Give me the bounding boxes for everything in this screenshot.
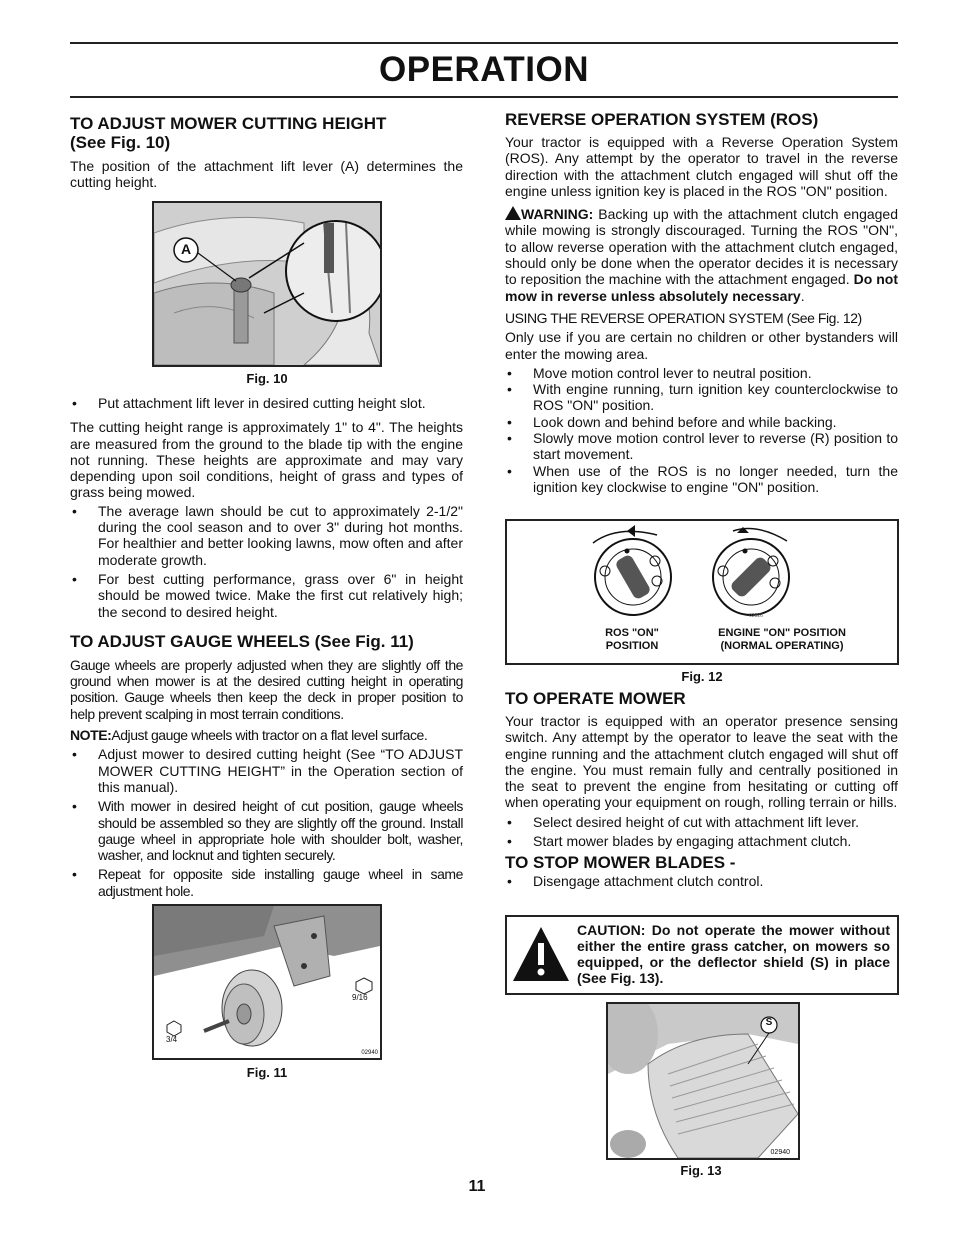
figure-10 bbox=[152, 201, 382, 367]
page-number: 11 bbox=[468, 1178, 486, 1195]
figure-13 bbox=[606, 1002, 800, 1160]
stop-blades-heading: TO STOP MOWER BLADES - bbox=[505, 853, 736, 873]
figure-12 bbox=[505, 519, 899, 665]
caution-box bbox=[505, 915, 899, 995]
list-item: • Slowly move motion control lever to reverse (R) position to start movement. bbox=[505, 430, 898, 463]
operate-mower-heading: TO OPERATE MOWER bbox=[505, 689, 686, 708]
right-column bbox=[505, 110, 898, 495]
gauge-wheels-paragraph: Gauge wheels are properly adjusted when they are slightly off the ground when mower is at the desired cutting height in operating position. Gauge wheels then keep the deck in proper position to help prevent scalping in most terrain conditions. bbox=[70, 656, 463, 722]
list-item: • With mower in desired height of cut position, gauge wheels should be assembled so they are slightly off the ground. Install gauge wheel in appropriate hole with shoulder bolt, washer, washer, and locknut and tighten securely. bbox=[70, 798, 463, 863]
ros-on-switch bbox=[593, 525, 671, 615]
top-rule bbox=[70, 42, 898, 44]
gauge-wheels-heading: TO ADJUST GAUGE WHEELS (See Fig. 11) bbox=[70, 631, 414, 651]
figure-11 bbox=[152, 904, 382, 1060]
caution-icon bbox=[511, 925, 571, 985]
ros-warning: WARNING: Backing up with the attachment clutch engaged while mowing is strongly discouraged. Turning the ROS "ON", to allow reverse operation with the attachment clutch engaged, should only be done when the operator decides it is necessary to reposition the machine with the attachment engaged. Do not mow in reverse unless absolutely necessary. bbox=[505, 206, 899, 304]
left-column bbox=[70, 114, 463, 191]
fig-11-caption: Fig. 11 bbox=[246, 1065, 288, 1080]
list-item: • Start mower blades by engaging attachment clutch. bbox=[505, 833, 898, 849]
cut-height-range-paragraph: The cutting height range is approximately 1" to 4". The heights are measured from the ground to the blade tip with the engine not running. These heights are approximate and may vary depending upon soil conditions, height of grass and types of grass being mowed. bbox=[70, 419, 463, 501]
title-rule bbox=[70, 96, 898, 98]
wrench-size-916: 9/16 bbox=[352, 993, 368, 1002]
warning-text: Backing up with the attachment clutch engaged while mowing is strongly discouraged. Turning the ROS "ON", to allow reverse operation with the attachment clutch engaged, should only be done when the operator decides it is necessary to reposition the machine with the attachment engaged. bbox=[505, 206, 899, 288]
list-item: • Select desired height of cut with attachment lift lever. bbox=[505, 814, 898, 830]
callout-a-label: A bbox=[180, 241, 192, 257]
engine-on-label bbox=[697, 627, 867, 653]
page-title: OPERATION bbox=[379, 50, 589, 89]
fig-11-code: 02940 bbox=[361, 1050, 378, 1056]
right-column-lower bbox=[505, 689, 898, 890]
lift-lever-illustration bbox=[154, 203, 380, 365]
engine-on-label-line2: (NORMAL OPERATING) bbox=[720, 640, 844, 652]
list-item: • Move motion control lever to neutral position. bbox=[505, 365, 898, 381]
callout-s-label: S bbox=[765, 1017, 773, 1028]
ros-on-label-line1: ROS "ON" bbox=[605, 627, 659, 639]
ros-on-label bbox=[587, 627, 677, 653]
ros-on-label-line2: POSITION bbox=[605, 640, 659, 652]
using-ros-heading: USING THE REVERSE OPERATION SYSTEM (See Fig. 12) bbox=[505, 309, 862, 326]
left-column-lower bbox=[70, 395, 463, 899]
cut-height-heading-line2: (See Fig. 10) bbox=[70, 133, 171, 152]
list-item: • The average lawn should be cut to approximately 2-1/2" during the cool season and to over 3" during hot months. For healthier and better looking lawns, mow often and after moderate growth. bbox=[70, 503, 463, 568]
fig-13-code: 02940 bbox=[770, 1149, 790, 1156]
note-label: NOTE: bbox=[70, 727, 112, 744]
cut-height-heading bbox=[70, 114, 463, 152]
fig-12-caption: Fig. 12 bbox=[681, 669, 723, 684]
ros-heading: REVERSE OPERATION SYSTEM (ROS) bbox=[505, 110, 819, 129]
note-text: Adjust gauge wheels with tractor on a flat level surface. bbox=[111, 727, 428, 744]
warning-label: WARNING: bbox=[521, 206, 594, 223]
ros-paragraph: Your tractor is equipped with a Reverse Operation System (ROS). Any attempt by the operator to travel in the reverse direction with the attachment clutch engaged will shut off the engine unless ignition key is placed in the ROS "ON" position. bbox=[505, 134, 898, 199]
list-item: • Look down and behind before and while backing. bbox=[505, 414, 898, 430]
fig-10-caption: Fig. 10 bbox=[246, 371, 288, 386]
gauge-wheel-illustration bbox=[154, 906, 380, 1058]
cut-height-heading-line1: TO ADJUST MOWER CUTTING HEIGHT bbox=[70, 114, 387, 133]
only-use-paragraph: Only use if you are certain no children or other bystanders will enter the mowing area. bbox=[505, 329, 898, 362]
list-item: • For best cutting performance, grass over 6" in height should be mowed twice. Make the first cut relatively high; the second to desired height. bbox=[70, 571, 463, 620]
engine-on-switch bbox=[713, 527, 789, 615]
engine-on-label-line1: ENGINE "ON" POSITION bbox=[718, 627, 846, 639]
list-item: • Disengage attachment clutch control. bbox=[505, 873, 898, 889]
cut-height-intro: The position of the attachment lift lever (A) determines the cutting height. bbox=[70, 158, 463, 191]
warning-emphasis: Do not mow in reverse unless absolutely necessary bbox=[505, 271, 898, 304]
list-item: • Repeat for opposite side installing gauge wheel in same adjustment hole. bbox=[70, 866, 463, 899]
list-item: • When use of the ROS is no longer needed, turn the ignition key clockwise to engine "ON" position. bbox=[505, 463, 898, 496]
caution-text: CAUTION: Do not operate the mower without either the entire grass catcher, on mowers so equipped, or the deflector shield (S) in place (See Fig. 13). bbox=[577, 922, 890, 986]
list-item: • With engine running, turn ignition key counterclockwise to ROS "ON" position. bbox=[505, 381, 898, 414]
wrench-size-34: 3/4 bbox=[166, 1035, 178, 1044]
gauge-note bbox=[70, 727, 463, 743]
fig-13-caption: Fig. 13 bbox=[680, 1163, 722, 1178]
warning-icon bbox=[505, 206, 521, 220]
fig-12-code: 02926 bbox=[749, 613, 763, 619]
list-item: • Put attachment lift lever in desired cutting height slot. bbox=[70, 395, 463, 411]
operate-mower-paragraph: Your tractor is equipped with an operator presence sensing switch. Any attempt by the operator to leave the seat with the engine running and the attachment clutch engaged will shut off the engine. You must remain fully and centrally positioned in the seat to prevent the engine from hesitating or cutting off when operating your equipment on rough, rolling terrain or hills. bbox=[505, 713, 898, 811]
list-item: • Adjust mower to desired cutting height (See “TO ADJUST MOWER CUTTING HEIGHT” in the Operation section of this manual). bbox=[70, 746, 463, 795]
